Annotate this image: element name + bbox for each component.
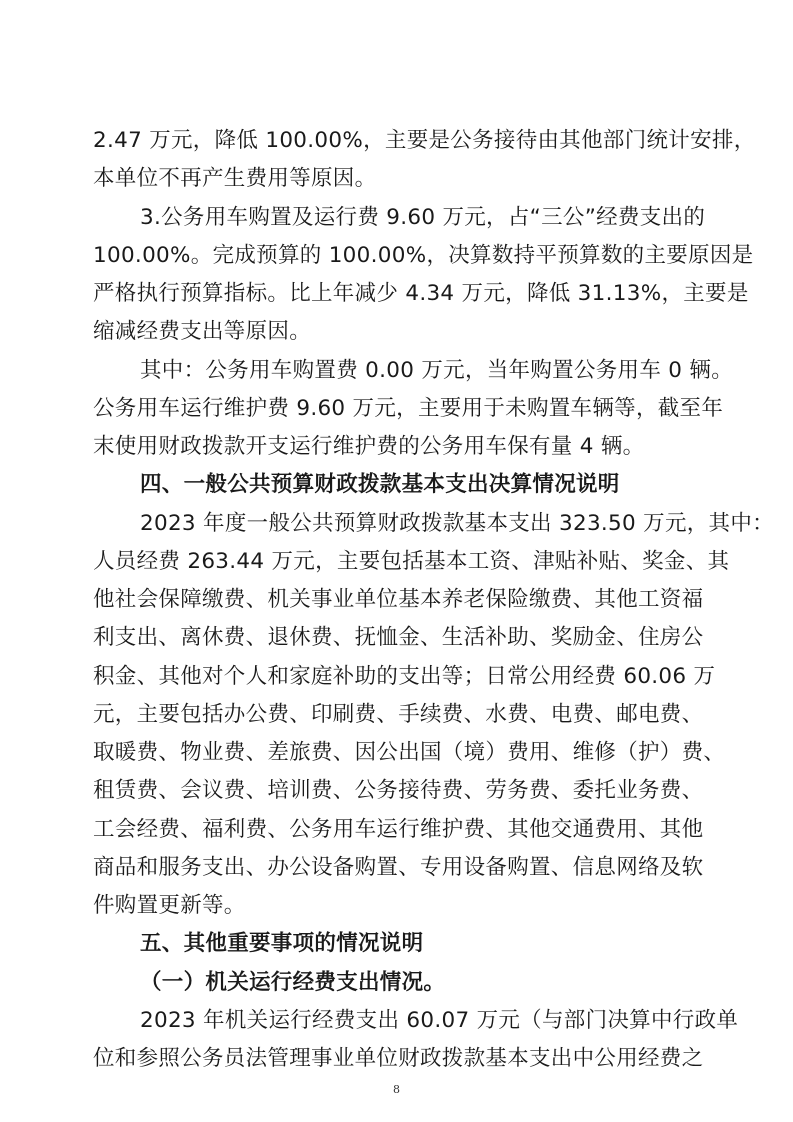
section-heading: 五、其他重要事项的情况说明 [140, 931, 424, 956]
paragraph-line: 位和参照公务员法管理事业单位财政拨款基本支出中公用经费之 [93, 1046, 704, 1071]
section-heading: 四、一般公共预算财政拨款基本支出决算情况说明 [140, 472, 620, 497]
paragraph-line: 利支出、离休费、退休费、抚恤金、生活补助、奖励金、住房公 [93, 625, 704, 650]
paragraph-line: 取暖费、物业费、差旅费、因公出国（境）费用、维修（护）费、 [93, 740, 726, 765]
paragraph-line: 2023 年度一般公共预算财政拨款基本支出 323.50 万元，其中： [140, 511, 774, 536]
paragraph-line: 2023 年机关运行经费支出 60.07 万元（与部门决算中行政单 [140, 1008, 739, 1033]
paragraph-line: 公务用车运行维护费 9.60 万元，主要用于未购置车辆等，截至年 [93, 396, 724, 421]
paragraph-line: 2.47 万元，降低 100.00%，主要是公务接待由其他部门统计安排， [93, 128, 756, 153]
paragraph-line: 积金、其他对个人和家庭补助的支出等；日常公用经费 60.06 万 [93, 664, 716, 689]
page-number: 8 [393, 1083, 400, 1096]
paragraph-line: 商品和服务支出、办公设备购置、专用设备购置、信息网络及软 [93, 855, 704, 880]
paragraph-line: 3.公务用车购置及运行费 9.60 万元，占“三公”经费支出的 [140, 205, 706, 230]
paragraph-line: 件购置更新等。 [93, 893, 246, 918]
paragraph-line: 末使用财政拨款开支运行维护费的公务用车保有量 4 辆。 [93, 434, 645, 459]
paragraph-line: 租赁费、会议费、培训费、公务接待费、劳务费、委托业务费、 [93, 778, 704, 803]
paragraph-line: 工会经费、福利费、公务用车运行维护费、其他交通费用、其他 [93, 817, 704, 842]
paragraph-line: 其中：公务用车购置费 0.00 万元，当年购置公务用车 0 辆。 [140, 358, 733, 383]
paragraph-line: 本单位不再产生费用等原因。 [93, 166, 377, 191]
paragraph-line: 人员经费 263.44 万元，主要包括基本工资、津贴补贴、奖金、其 [93, 549, 730, 574]
paragraph-line: 缩减经费支出等原因。 [93, 319, 312, 344]
paragraph-line: 严格执行预算指标。比上年减少 4.34 万元，降低 31.13%，主要是 [93, 281, 749, 306]
subsection-heading: （一）机关运行经费支出情况。 [140, 970, 446, 995]
paragraph-line: 元，主要包括办公费、印刷费、手续费、水费、电费、邮电费、 [93, 702, 704, 727]
paragraph-line: 100.00%。完成预算的 100.00%，决算数持平预算数的主要原因是 [93, 243, 754, 268]
paragraph-line: 他社会保障缴费、机关事业单位基本养老保险缴费、其他工资福 [93, 587, 704, 612]
